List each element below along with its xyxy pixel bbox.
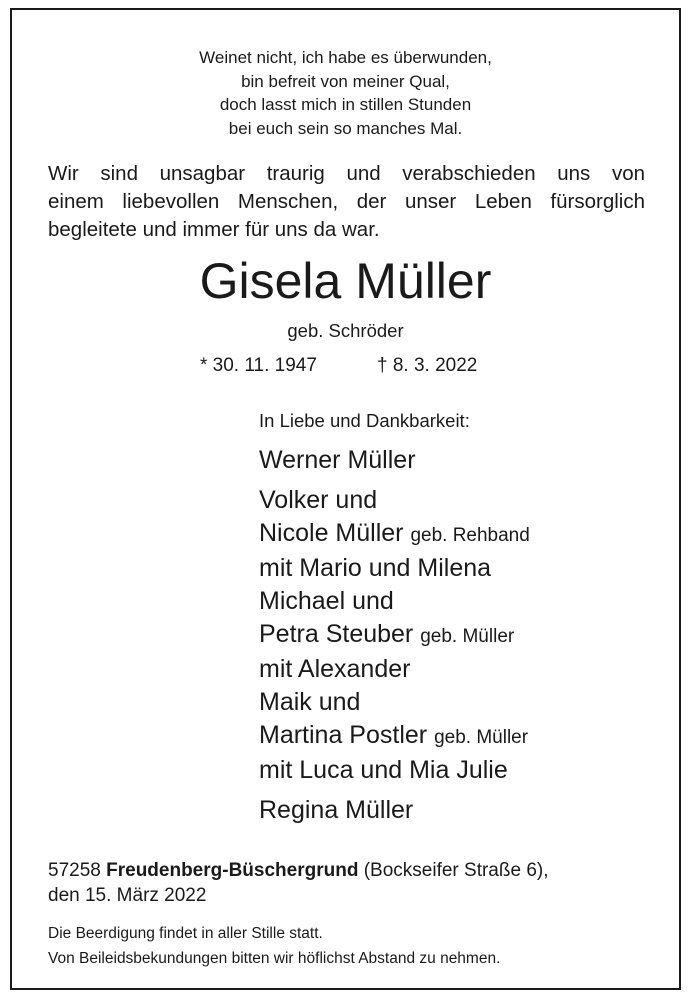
town-name: Freudenberg-Büschergrund [106,860,359,881]
family-member-row [259,719,679,754]
family-member-row [259,618,679,653]
zip-code: 57258 [48,860,101,881]
family-member: Petra Steuber [259,620,414,648]
death-date: † 8. 3. 2022 [377,355,478,376]
family-list [259,408,679,827]
family-member: Maik und [259,688,361,716]
family-member: Nicole Müller [259,519,404,547]
family-member: Martina Postler [259,721,428,749]
poem-line: doch lasst mich in stillen Stunden [219,95,472,114]
poem [12,46,679,140]
poem-line: Weinet nicht, ich habe es überwunden, [199,48,492,67]
funeral-note: Von Beileidsbekundungen bitten wir höflichst Abstand zu nehmen. [48,950,501,967]
family-member: Michael und [259,587,394,615]
intro-line: begleitete und immer für uns da war. [48,218,380,241]
poem-line: bei euch sein so manches Mal. [228,118,463,138]
funeral-notes [48,921,658,971]
family-member: Werner Müller [259,446,416,474]
intro-text [48,160,645,244]
family-member: Volker und [259,486,378,514]
address-line [48,858,658,883]
family-member: Regina Müller [259,796,414,824]
intro-line: Wir sind unsagbar traurig und verabschieden uns von [48,162,645,185]
place-and-date [48,858,658,908]
birth-name: geb. Schröder [287,320,404,341]
family-member: mit Alexander [259,655,411,683]
family-heading: In Liebe und Dankbarkeit: [259,410,470,431]
family-member-row [259,517,679,552]
poem-line: bin befreit von meiner Qual, [241,71,450,91]
intro-line: einem liebevollen Menschen, der unser Leben fürsorglich [48,190,645,213]
street-address: (Bockseifer Straße 6), [363,860,549,881]
maiden-name-note: geb. Müller [434,727,529,748]
maiden-name-note: geb. Rehband [410,525,530,546]
funeral-note: Die Beerdigung findet in aller Stille statt. [48,925,323,942]
family-member: mit Luca und Mia Julie [259,756,508,784]
family-member: mit Mario und Milena [259,554,492,582]
maiden-name-note: geb. Müller [420,626,515,647]
notice-date: den 15. März 2022 [48,885,207,906]
deceased-name: Gisela Müller [199,253,492,309]
birth-date: * 30. 11. 1947 [200,355,317,376]
obituary-frame [10,8,681,990]
